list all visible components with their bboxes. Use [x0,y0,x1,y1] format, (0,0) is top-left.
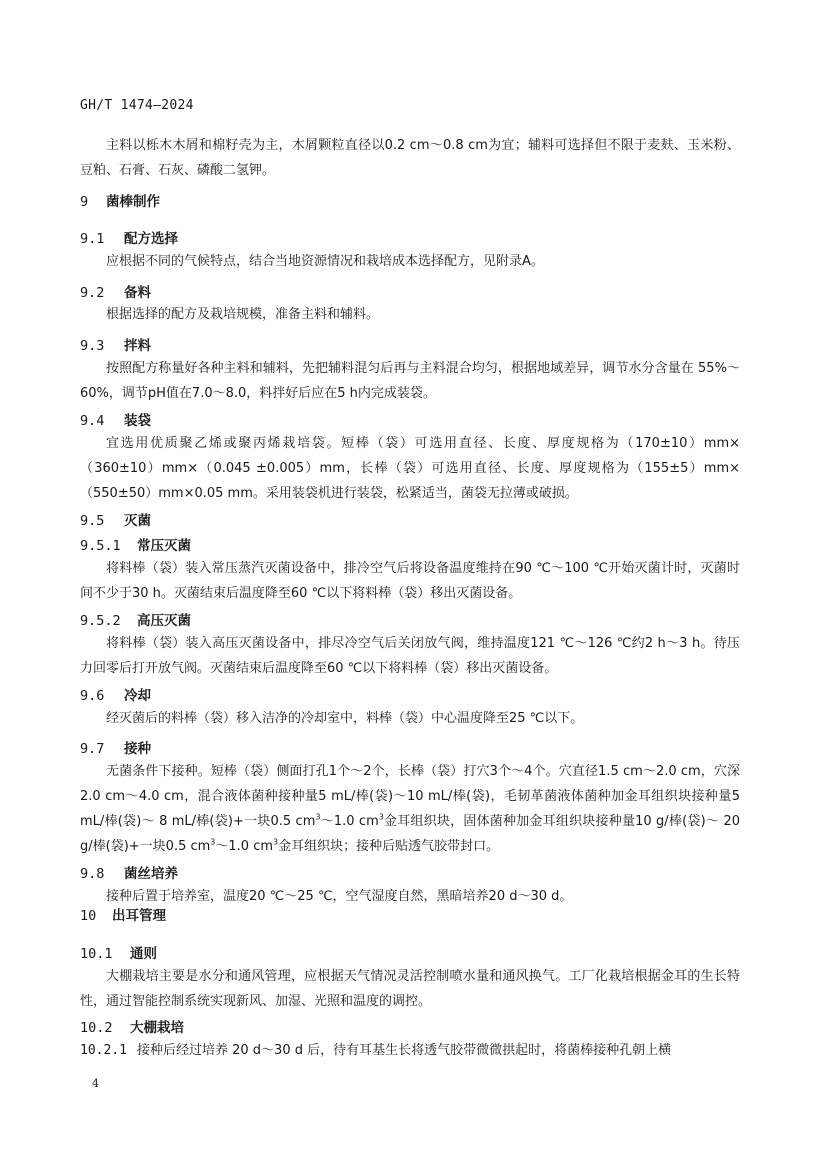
section-title: 大棚栽培 [130,1020,184,1036]
section-title: 高压灭菌 [137,613,191,629]
text-run: 金耳组织块；接种后贴透气胶带封口。 [278,839,500,854]
section-number: 9.8 [80,866,105,882]
section-9-7-heading [80,737,151,757]
section-9-5-1-text: 将料棒（袋）装入常压蒸汽灭菌设备中，排冷空气后将设备温度维持在90 ℃～100 ℃开始灭菌计时，灭菌时间不少于30 h。灭菌结束后温度降至60 ℃以下将料棒（袋）移出灭菌设备。 [80,561,740,601]
section-number: 10.1 [80,946,113,962]
section-10-2-heading [80,1016,184,1036]
section-9-6-text: 经灭菌后的料棒（袋）移入洁净的冷却室中，料棒（袋）中心温度降至25 ℃以下。 [106,711,584,726]
section-9-6-heading [80,684,151,704]
section-title: 拌料 [124,338,151,354]
section-title: 菌丝培养 [124,866,178,882]
text-run: ～1.0 cm [215,839,274,854]
section-number: 9.7 [80,741,105,757]
section-title: 配方选择 [124,231,178,247]
section-title: 常压灭菌 [137,538,191,554]
section-number: 9.6 [80,688,105,704]
section-number: 9.1 [80,231,105,247]
section-number: 9 [80,194,89,210]
section-number: 9.5.1 [80,538,121,554]
section-9-2-heading [80,281,151,301]
intro-paragraph: 主料以栎木木屑和棉籽壳为主，木屑颗粒直径以0.2 cm～0.8 cm为宜；辅料可选择但不限于麦麸、玉米粉、豆粕、石膏、石灰、磷酸二氢钾。 [80,138,740,178]
superscript: 3 [378,812,384,822]
section-title: 备料 [124,285,151,301]
section-title: 接种 [124,741,151,757]
section-title: 通则 [130,946,157,962]
section-9-5-1-heading [80,534,191,554]
section-number: 9.2 [80,285,105,301]
superscript: 3 [210,837,216,847]
section-number: 9.5.2 [80,613,121,629]
section-9-2-text: 根据选择的配方及栽培规模，准备主料和辅料。 [106,307,380,322]
section-title: 灭菌 [124,513,151,529]
section-9-7-text [80,759,740,859]
section-number: 9.5 [80,513,105,529]
section-9-heading [80,190,160,210]
section-title: 冷却 [124,688,151,704]
section-9-8-heading [80,862,178,882]
section-10-1-heading [80,942,157,962]
section-9-8-text: 接种后置于培养室，温度20 ℃～25 ℃，空气湿度自然，黑暗培养20 d～30 d。 [106,889,573,904]
section-number: 9.3 [80,338,105,354]
section-number: 9.4 [80,413,105,429]
section-9-3-text: 按照配方称量好各种主料和辅料，先把辅料混匀后再与主料混合均匀，根据地域差异，调节水分含量在 55%～60%，调节pH值在7.0～8.0，料拌好后应在5 h内完成装袋。 [80,361,740,401]
text-run: 无菌条件下接种。短棒（袋）侧面打孔1个～2个，长棒（袋）打穴3个～4个。穴直径1.5 cm～2.0 cm，穴深2.0 cm～4.0 cm，混合液体菌种接种量5 mL/棒(袋)～10 mL/棒(袋)，毛韧革菌液体菌种加金耳组织块接种量5 mL/棒(袋)～ 8 mL/棒(袋)+一块0.5 cm [80,764,740,829]
section-10-1-text: 大棚栽培主要是水分和通风管理，应根据天气情况灵活控制喷水量和通风换气。工厂化栽培根据金耳的生长特性，通过智能控制系统实现新风、加湿、光照和温度的调控。 [80,969,740,1009]
section-9-5-2-heading [80,609,191,629]
section-10-heading [80,904,166,924]
section-9-1-text: 应根据不同的气候特点，结合当地资源情况和栽培成本选择配方，见附录A。 [106,254,544,269]
section-9-3-heading [80,334,151,354]
section-number: 10 [80,908,97,924]
text-run: 金耳组织块，固体菌种加金耳组织块接种量10 g/棒(袋)～ 20 g/棒(袋)+一块0.5 cm [80,814,741,854]
section-9-4-text: 宜选用优质聚乙烯或聚丙烯栽培袋。短棒（袋）可选用直径、长度、厚度规格为（170±10）mm×（360±10）mm×（0.045 ±0.005）mm，长棒（袋）可选用直径、长度、厚度规格为（155±5）mm×（550±50）mm×0.05 mm。采用装袋机进行装袋，松紧适当，菌袋无拉薄或破损。 [80,436,740,501]
section-10-2-1-text [80,1038,746,1063]
section-title: 装袋 [124,413,151,429]
standard-code: GH/T 1474—2024 [80,98,194,113]
text-run: 接种后经过培养 20 d～30 d 后，待有耳基生长将透气胶带微微拱起时，将菌棒接种孔朝上横 [137,1043,672,1058]
section-9-1-heading [80,227,178,247]
section-9-5-heading [80,509,151,529]
section-title: 菌棒制作 [106,194,160,210]
section-9-5-2-text: 将料棒（袋）装入高压灭菌设备中，排尽冷空气后关闭放气阀，维持温度121 ℃～126 ℃约2 h～3 h。待压力回零后打开放气阀。灭菌结束后温度降至60 ℃以下将料棒（袋）移出灭菌设备。 [80,636,740,676]
superscript: 3 [315,812,321,822]
superscript: 3 [273,837,279,847]
section-number: 10.2 [80,1020,113,1036]
section-number: 10.2.1 [80,1043,127,1058]
section-title: 出耳管理 [112,908,166,924]
page-number: 4 [92,1077,99,1090]
text-run: ～1.0 cm [320,814,379,829]
section-9-4-heading [80,409,151,429]
